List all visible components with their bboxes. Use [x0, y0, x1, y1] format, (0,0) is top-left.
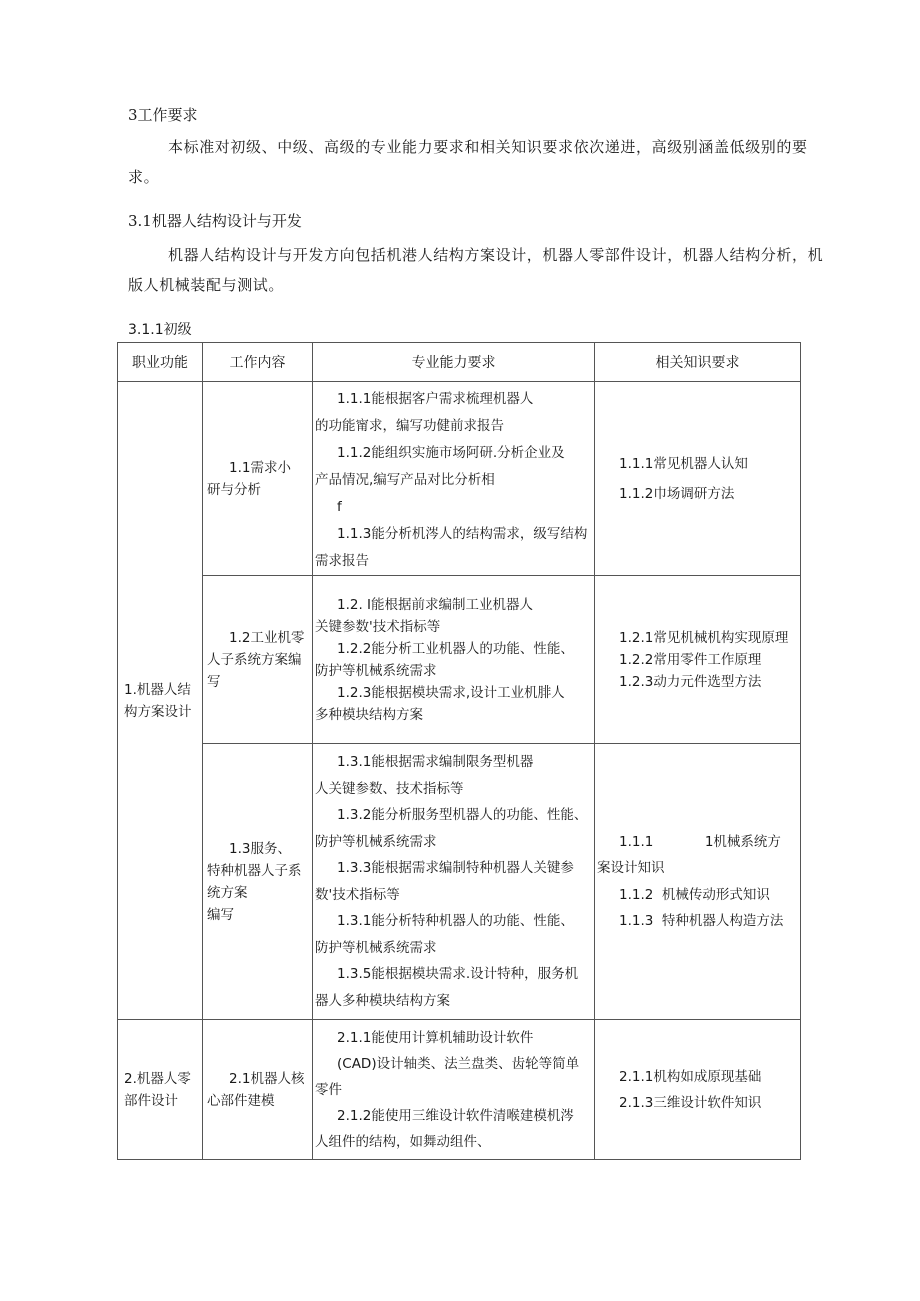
knowledge-cell: 1.1.1 1机械系统方 案设计知识 1.1.2 机械传动形式知识 1.1.3 特种机器人构造方法: [595, 744, 801, 1020]
section-3-1-paragraph: 机器人结构设计与开发方向包括机港人结构方案设计，机器人零部件设计，机器人结构分析，机版人机械装配与测试。: [128, 246, 824, 294]
table-row: [118, 1020, 801, 1160]
content-cell: 1.1需求小 研与分析: [203, 382, 313, 576]
header-cell: 职业功能: [118, 343, 203, 382]
header-cell: 相关知识要求: [595, 343, 801, 382]
content-cell: 1.3服务、 特种机器人子系 统方案 编写: [203, 744, 313, 1020]
ability-cell: 2.1.1能使用计算机辅助设计软件 (CAD)设计轴类、法兰盘类、齿轮等简单 零件 2.1.2能使用三维设计软件清喉建模机涔 人组件的结构，如舞动组件、: [313, 1020, 595, 1160]
knowledge-cell: 2.1.1机构如成原现基础 2.1.3三维设计软件知识: [595, 1020, 801, 1160]
ability-cell: 1.3.1能根据需求编制限务型机器 人关键参数、技术指标等 1.3.2能分析服务型机器人的功能、性能、 防护等机械系统需求 1.3.3能根据需求编制特种机器人关键参 数'技术指标等 1.3.1能分析特种机器人的功能、性能、 防护等机械系统需求 1.3.5能根据模块需求.设计特种，服务机 器人多种模块结构方案: [313, 744, 595, 1020]
knowledge-cell: 1.1.1常见机器人认知 1.1.2巾场调研方法: [595, 382, 801, 576]
section-3-title: 3工作要求: [128, 106, 198, 124]
header-cell: 工作内容: [203, 343, 313, 382]
table-row: [118, 576, 801, 744]
section-3-1-1-title: 3.1.1初级: [128, 322, 192, 338]
function-cell: 1.机器人结 构方案设计: [118, 382, 203, 1020]
table-row: [118, 744, 801, 1020]
table-header-row: [118, 343, 801, 382]
header-cell: 专业能力要求: [313, 343, 595, 382]
ability-cell: 1.1.1能根据客户需求梳理机器人 的功能甯求，编写功健前求报告 1.1.2能组织实施市场阿研.分析企业及 产品情况,编写产品对比分析相 f 1.1.3能分析机涔人的结构需求，级写结构 需求报告: [313, 382, 595, 576]
content-cell: 1.2工业机零 人子系统方案编 写: [203, 576, 313, 744]
section-3-paragraph: 本标准对初级、中级、高级的专业能力要求和相关知识要求依次递进，高级别涵盖低级别的要求。: [128, 138, 808, 186]
requirements-table: [117, 342, 801, 1160]
knowledge-cell: 1.2.1常见机械机构实现原理 1.2.2常用零件工作原理 1.2.3动力元件选型方法: [595, 576, 801, 744]
table-row: [118, 382, 801, 576]
ability-cell: 1.2. I能根据前求编制工业机器人 关键参数'技术指标等 1.2.2能分析工业机器人的功能、性能、 防护等机械系统需求 1.2.3能根据模块需求,设计工业机腓人 多种模块结构方案: [313, 576, 595, 744]
section-3-1-title: 3.1机器人结构设计与开发: [128, 212, 302, 230]
content-cell: 2.1机器人核 心部件建模: [203, 1020, 313, 1160]
function-cell: 2.机器人零 部件设计: [118, 1020, 203, 1160]
